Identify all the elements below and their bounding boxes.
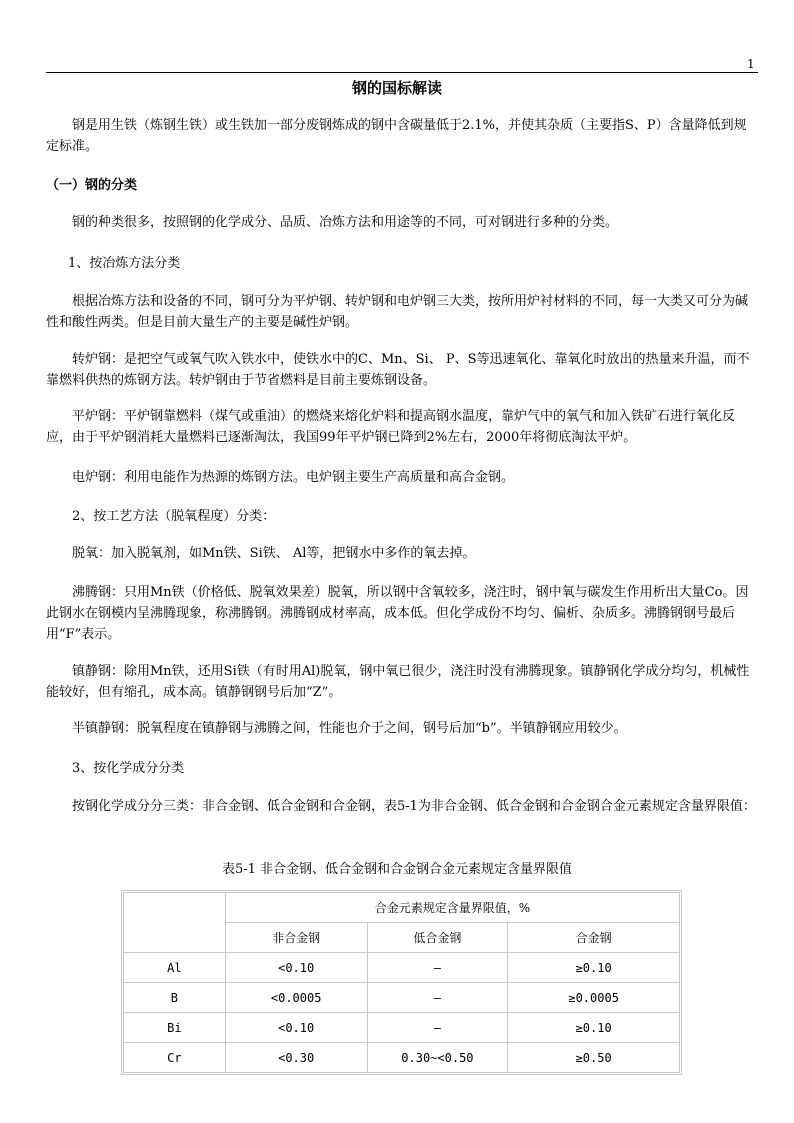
section-intro-paragraph: 钢的种类很多，按照钢的化学成分、品质、冶炼方法和用途等的不同，可对钢进行多种的分类。 xyxy=(72,215,619,230)
table-header-row xyxy=(124,893,680,923)
element-cell: Al xyxy=(124,953,226,983)
converter-steel-paragraph: 转炉钢：是把空气或氧气吹入铁水中，使铁水中的C、Mn、Si、 P、S等迅速氧化、靠氧化时放出的热量来升温，而不靠燃料供热的炼钢方法。转炉钢由于节省燃料是目前主要炼钢设备。 xyxy=(46,352,750,388)
section-heading: （一）钢的分类 xyxy=(46,178,138,193)
table-row xyxy=(124,1043,680,1073)
table-cell: ≥0.10 xyxy=(508,953,680,983)
electric-furnace-steel-paragraph: 电炉钢：利用电能作为热源的炼钢方法。电炉钢主要生产高质量和高合金钢。 xyxy=(72,470,515,485)
table-cell: <0.30 xyxy=(226,1043,368,1073)
table-cell: 0.30~<0.50 xyxy=(368,1043,509,1073)
table-cell: ≥0.0005 xyxy=(508,983,680,1013)
table-caption: 表5-1 非合金钢、低合金钢和合金钢合金元素规定含量界限值 xyxy=(221,862,573,877)
table-cell: <0.0005 xyxy=(226,983,368,1013)
deoxidation-paragraph: 脱氧：加入脱氧剂，如Mn铁、Si铁、 Al等，把钢水中多作的氧去掉。 xyxy=(72,546,476,561)
table-cell: <0.10 xyxy=(226,953,368,983)
element-cell: B xyxy=(124,983,226,1013)
document-title: 钢的国标解读 xyxy=(351,79,442,97)
element-cell: Bi xyxy=(124,1013,226,1043)
table-cell: ≥0.50 xyxy=(508,1043,680,1073)
table-row xyxy=(124,1013,680,1043)
column-header: 合金钢 xyxy=(508,923,680,953)
table-cell: — xyxy=(368,953,509,983)
subsection-heading-2: 2、按工艺方法（脱氧程度）分类： xyxy=(72,509,276,524)
open-hearth-steel-paragraph: 平炉钢：平炉钢靠燃料（煤气或重油）的燃烧来熔化炉料和提高钢水温度，靠炉气中的氧气和加入铁矿石进行氧化反应，由于平炉钢消耗大量燃料已逐渐淘汰，我国99年平炉钢已降到2%左右，2000年将彻底淘汰平炉。 xyxy=(46,409,736,445)
rimmed-steel-paragraph: 沸腾钢：只用Mn铁（价格低、脱氧效果差）脱氧，所以钢中含氧较多，浇注时，钢中氧与碳发生作用析出大量Co。因此钢水在钢模内呈沸腾现象，称沸腾钢。沸腾钢成材率高，成本低。但化学成份不均匀、偏析、杂质多。沸腾钢钢号最后用“F”表示。 xyxy=(46,585,749,642)
killed-steel-paragraph: 镇静钢：除用Mn铁，还用Si铁（有时用Al)脱氧，钢中氧已很少，浇注时没有沸腾现象。镇静钢化学成分均匀，机械性能较好，但有缩孔，成本高。镇静钢钢号后加“Z”。 xyxy=(46,664,750,700)
table-cell: <0.10 xyxy=(226,1013,368,1043)
semi-killed-steel-paragraph: 半镇静钢：脱氧程度在镇静钢与沸腾之间，性能也介于之间，钢号后加“b”。半镇静钢应用较少。 xyxy=(72,721,627,736)
chemical-composition-paragraph: 按钢化学成分分三类：非合金钢、低合金钢和合金钢，表5-1为非合金钢、低合金钢和合金钢合金元素规定含量界限值： xyxy=(72,799,756,814)
element-cell: Cr xyxy=(124,1043,226,1073)
subsection-heading-1: 1、按冶炼方法分类 xyxy=(68,256,181,271)
table-cell: — xyxy=(368,1013,509,1043)
header-rule xyxy=(46,72,758,73)
table-cell: — xyxy=(368,983,509,1013)
alloy-limits-table xyxy=(123,892,680,1073)
column-header: 低合金钢 xyxy=(368,923,509,953)
table-row xyxy=(124,953,680,983)
table-group-header: 合金元素规定含量界限值，% xyxy=(226,893,680,923)
table-row xyxy=(124,983,680,1013)
column-header: 非合金钢 xyxy=(226,923,368,953)
table-corner-cell xyxy=(124,893,226,953)
subsection-heading-3: 3、按化学成分分类 xyxy=(72,761,185,776)
intro-paragraph: 钢是用生铁（炼钢生铁）或生铁加一部分废钢炼成的钢中含碳量低于2.1%，并使其杂质（主要指S、P）含量降低到规定标准。 xyxy=(46,118,747,154)
page-number: 1 xyxy=(747,57,755,71)
table-cell: ≥0.10 xyxy=(508,1013,680,1043)
smelting-paragraph: 根据冶炼方法和设备的不同，钢可分为平炉钢、转炉钢和电炉钢三大类，按所用炉衬材料的不同，每一大类又可分为碱性和酸性两类。但是目前大量生产的主要是碱性炉钢。 xyxy=(46,294,749,330)
